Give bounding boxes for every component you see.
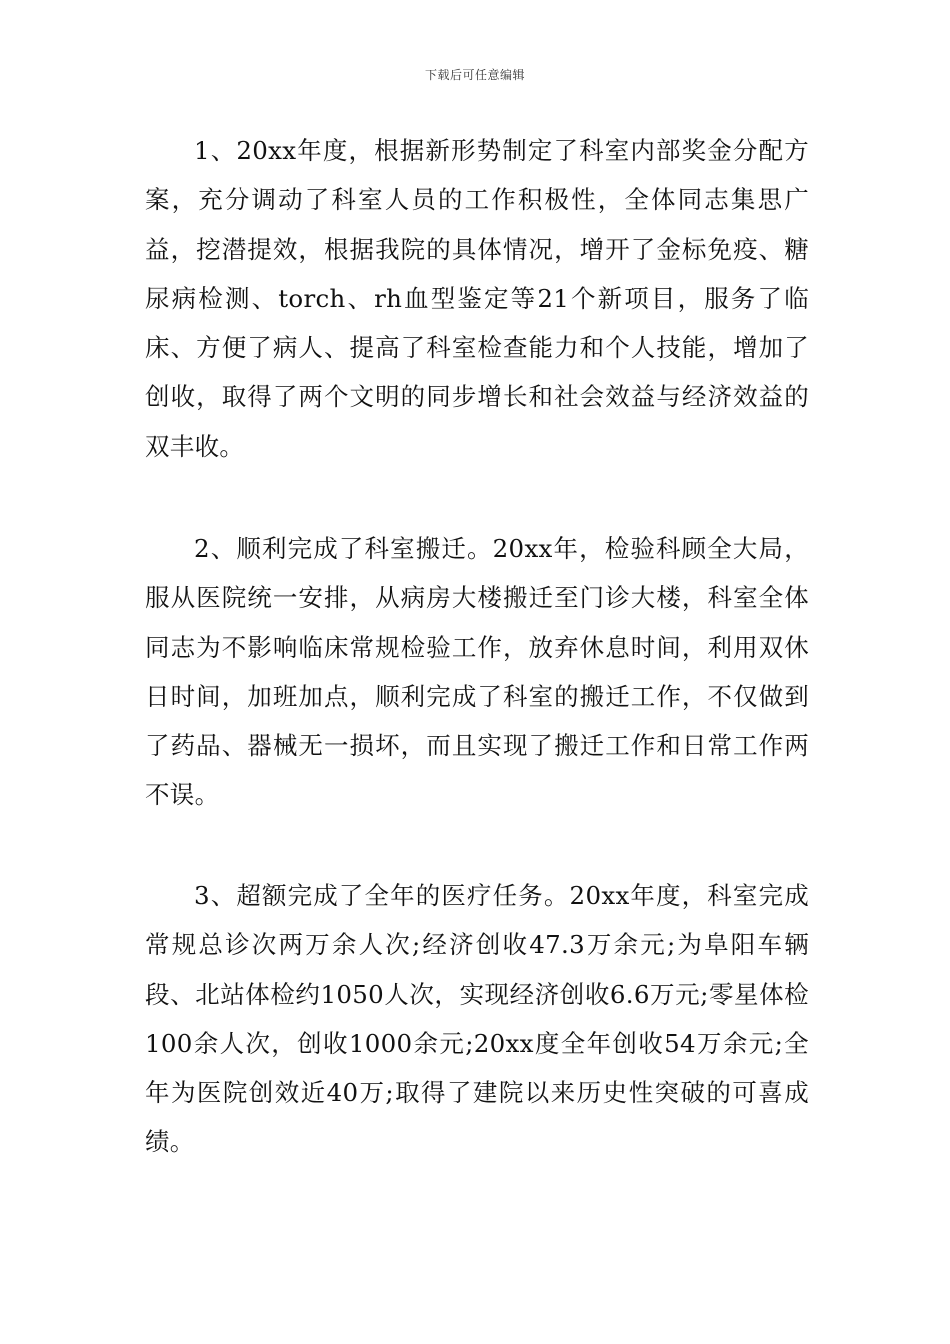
paragraph-3: 3、超额完成了全年的医疗任务。20xx年度，科室完成常规总诊次两万余人次;经济创收47.3万余元;为阜阳车辆段、北站体检约1050人次，实现经济创收6.6万元;零星体检100余人次，创收1000余元;20xx度全年创收54万余元;全年为医院创效近40万;取得了建院以来历史性突破的可喜成绩。: [145, 881, 809, 1157]
header-note: 下载后可任意编辑: [424, 68, 525, 82]
paragraph-1: 1、20xx年度，根据新形势制定了科室内部奖金分配方案，充分调动了科室人员的工作积极性，全体同志集思广益，挖潜提效，根据我院的具体情况，增开了金标免疫、糖尿病检测、torch、rh血型鉴定等21个新项目，服务了临床、方便了病人、提高了科室检查能力和个人技能，增加了创收，取得了两个文明的同步增长和社会效益与经济效益的双丰收。: [145, 136, 809, 461]
paragraph-2: 2、顺利完成了科室搬迁。20xx年，检验科顾全大局，服从医院统一安排，从病房大楼搬迁至门诊大楼，科室全体同志为不影响临床常规检验工作，放弃休息时间，利用双休日时间，加班加点，顺利完成了科室的搬迁工作，不仅做到了药品、器械无一损坏，而且实现了搬迁工作和日常工作两不误。: [145, 534, 809, 810]
